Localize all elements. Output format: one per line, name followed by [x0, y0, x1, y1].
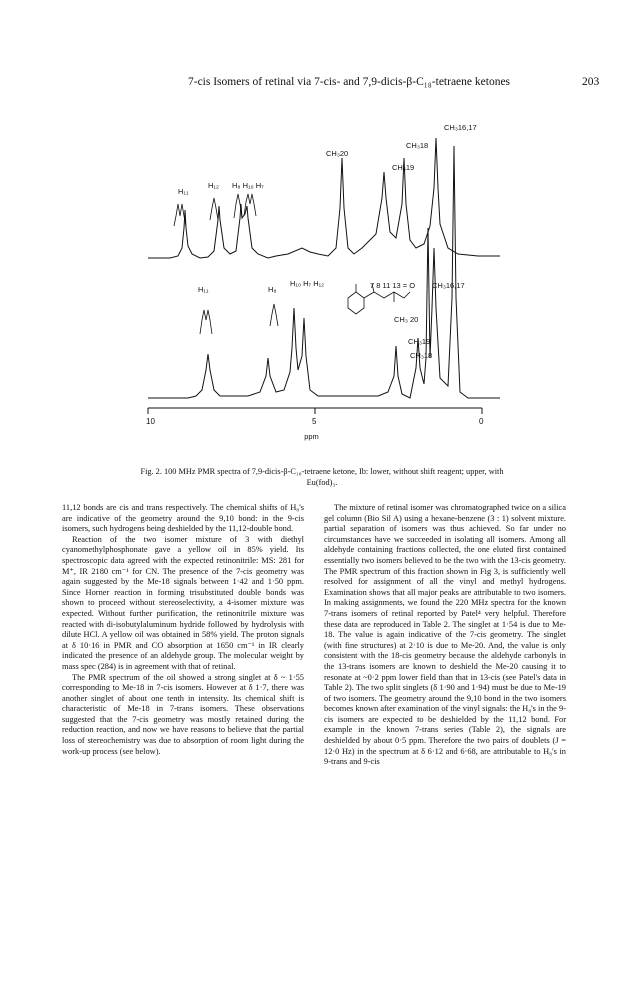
running-title: 7-cis Isomers of retinal via 7-cis- and 7,9-dicis-β-C₁₈-tetraene ketones: [188, 76, 511, 88]
lower-inset-h10: [270, 304, 278, 326]
figure-caption: [94, 467, 550, 488]
axis-label-ppm: ppm: [304, 432, 319, 441]
axis-tick-5: 5: [312, 417, 317, 426]
lower-label-ch3-19: CH₃19: [408, 337, 431, 346]
lower-label-ch3-16-17: CH₃16,17: [432, 281, 465, 290]
right-column: [324, 503, 566, 768]
upper-label-ch3-18: CH₃18: [406, 141, 429, 150]
upper-label-h11: H₁₁: [178, 187, 189, 196]
left-column: [62, 503, 304, 757]
lower-label-h11: H₁₁: [198, 285, 209, 294]
left-paragraph-3: The PMR spectrum of the oil showed a strong singlet at δ ~ 1·55 corresponding to Me-18 in 7-cis isomers. However at δ 1·7, there was another singlet of about one tenth in intensity. Its chemical shift is characteristic of Me-18 in 7-trans isomers. These observations suggested that the 7-cis geometry was mostly retained during the reduction reaction, and now we have reasons to believe that the partial loss of stereochemistry was due to absorption of room light during the work-up process (see below).: [62, 672, 304, 756]
left-paragraph-1: 11,12 bonds are cis and trans respectively. The chemical shifts of H₈'s are indicative of the geometry around the 9,10 bond: in the 9-cis isomers, such hydrogens being deshielded by the 11,12-double bond.: [62, 503, 304, 534]
page-number: 203: [582, 76, 600, 88]
upper-label-ch3-19: CH₃19: [392, 163, 415, 172]
lower-label-h10-h7-h12: H₁₀ H₇ H₁₂: [290, 279, 325, 288]
caption-line-2: Eu(fod)₃.: [306, 477, 338, 487]
left-paragraph-2: Reaction of the two isomer mixture of 3 with diethyl cyanomethylphosphonate gave a yellow oil in 85% yield. Its spectroscopic data agreed with the expected retinonitrile: MS: 281 for M⁺, IR 2180 cm⁻¹ for CN. The presence of the 7-cis geometry was again suggested by the Me-18 signals between 1·42 and 1·50 ppm. Since Horner reaction in forming trisubstituted double bonds was shown to proceed without stereoselectivity, a 4-isomer mixture was expected. Without further purification, the retinonitrile mixture was reacted with di-isobutylaluminum hydride followed by hydrolysis with dilute HCl. A yellow oil was obtained in 58% yield. The proton signals at δ 10·16 in PMR and CO absorption at 1650 cm⁻¹ in IR clearly indicated the presence of an aldehyde group. The molecular weight by mass spec (284) is in agreement with that of retinal.: [62, 534, 304, 671]
caption-line-1: Fig. 2. 100 MHz PMR spectra of 7,9-dicis-β-C₁₈-tetraene ketone, Ib: lower, without shift reagent; upper, with: [140, 467, 504, 476]
axis-tick-10: 10: [146, 417, 155, 426]
axis-tick-0: 0: [479, 417, 484, 426]
lower-structure-text: 7 8 11 13 = O: [370, 281, 416, 290]
lower-spectrum-trace: [148, 146, 500, 398]
upper-label-ch3-20: CH₃20: [326, 149, 349, 158]
upper-label-ch3-16-17: CH₃16,17: [444, 123, 477, 132]
lower-label-h8: H₈: [268, 285, 277, 294]
upper-spectrum-trace: [148, 138, 500, 258]
lower-inset-h11: [200, 310, 212, 334]
lower-label-ch3-18: CH₃18: [410, 351, 433, 360]
nmr-spectra-figure: [148, 108, 500, 438]
lower-label-ch3-20: CH₃ 20: [394, 315, 419, 324]
page-header: [0, 76, 623, 92]
right-paragraph-1: The mixture of retinal isomer was chromatographed twice on a silica gel column (Bio Sil A) using a hexane-benzene (3 : 1) solvent mixture. partial separation of isomers was thus achieved. So far under no circumstances have we succeeded in isolating all isomers. Among all aldehyde containing fractions collected, the one eluted first contained essentially two isomers believed to be the two with the 13-cis geometry. The PMR spectrum of this fraction shown in Fig 3, is sufficiently well resolved for assignment of all the vinyl and methyl hydrogens. Examination shows that all major peaks are attributable to two isomers. In making assignments, we found the 220 MHz spectra for the known 7-trans isomers of retinal reported by Patel⁴ very helpful. Therefore these data are reproduced in Table 2. The singlet at 1·54 is due to Me-18. The value is again indicative of the 7-cis geometry. The singlet (with fine structures) at 2·10 is due to Me-20. And, the value is only consistent with the 18-cis geometry because the aldehyde carbonyls in the 13-trans isomers are known to deshield the Me-20 causing it to resonate at ~0·2 ppm lower field than that in 13-cis (see Patel's data in Table 2). The two split singlets (δ 1·90 and 1·94) must be due to Me-19 of two isomers. The geometry around the 9,10 bond in the two isomers becomes known after examination of the vinyl signals: the H₈'s in the 9-cis isomers are expected to be deshielded by the 11,12 bond. For example in the known 7-trans series (Table 2), the signals are deshielded by about 0·5 ppm. Therefore the two pairs of doublets (J = 12·0 Hz) in the spectrum at δ 6·12 and 6·68, are attributable to H₈'s in 9-trans and 9-cis: [324, 503, 566, 767]
upper-inset-h12: [210, 198, 218, 220]
upper-label-h8-h10-h7: H₈ H₁₀ H₇: [232, 181, 264, 190]
upper-label-h12: H₁₂: [208, 181, 219, 190]
